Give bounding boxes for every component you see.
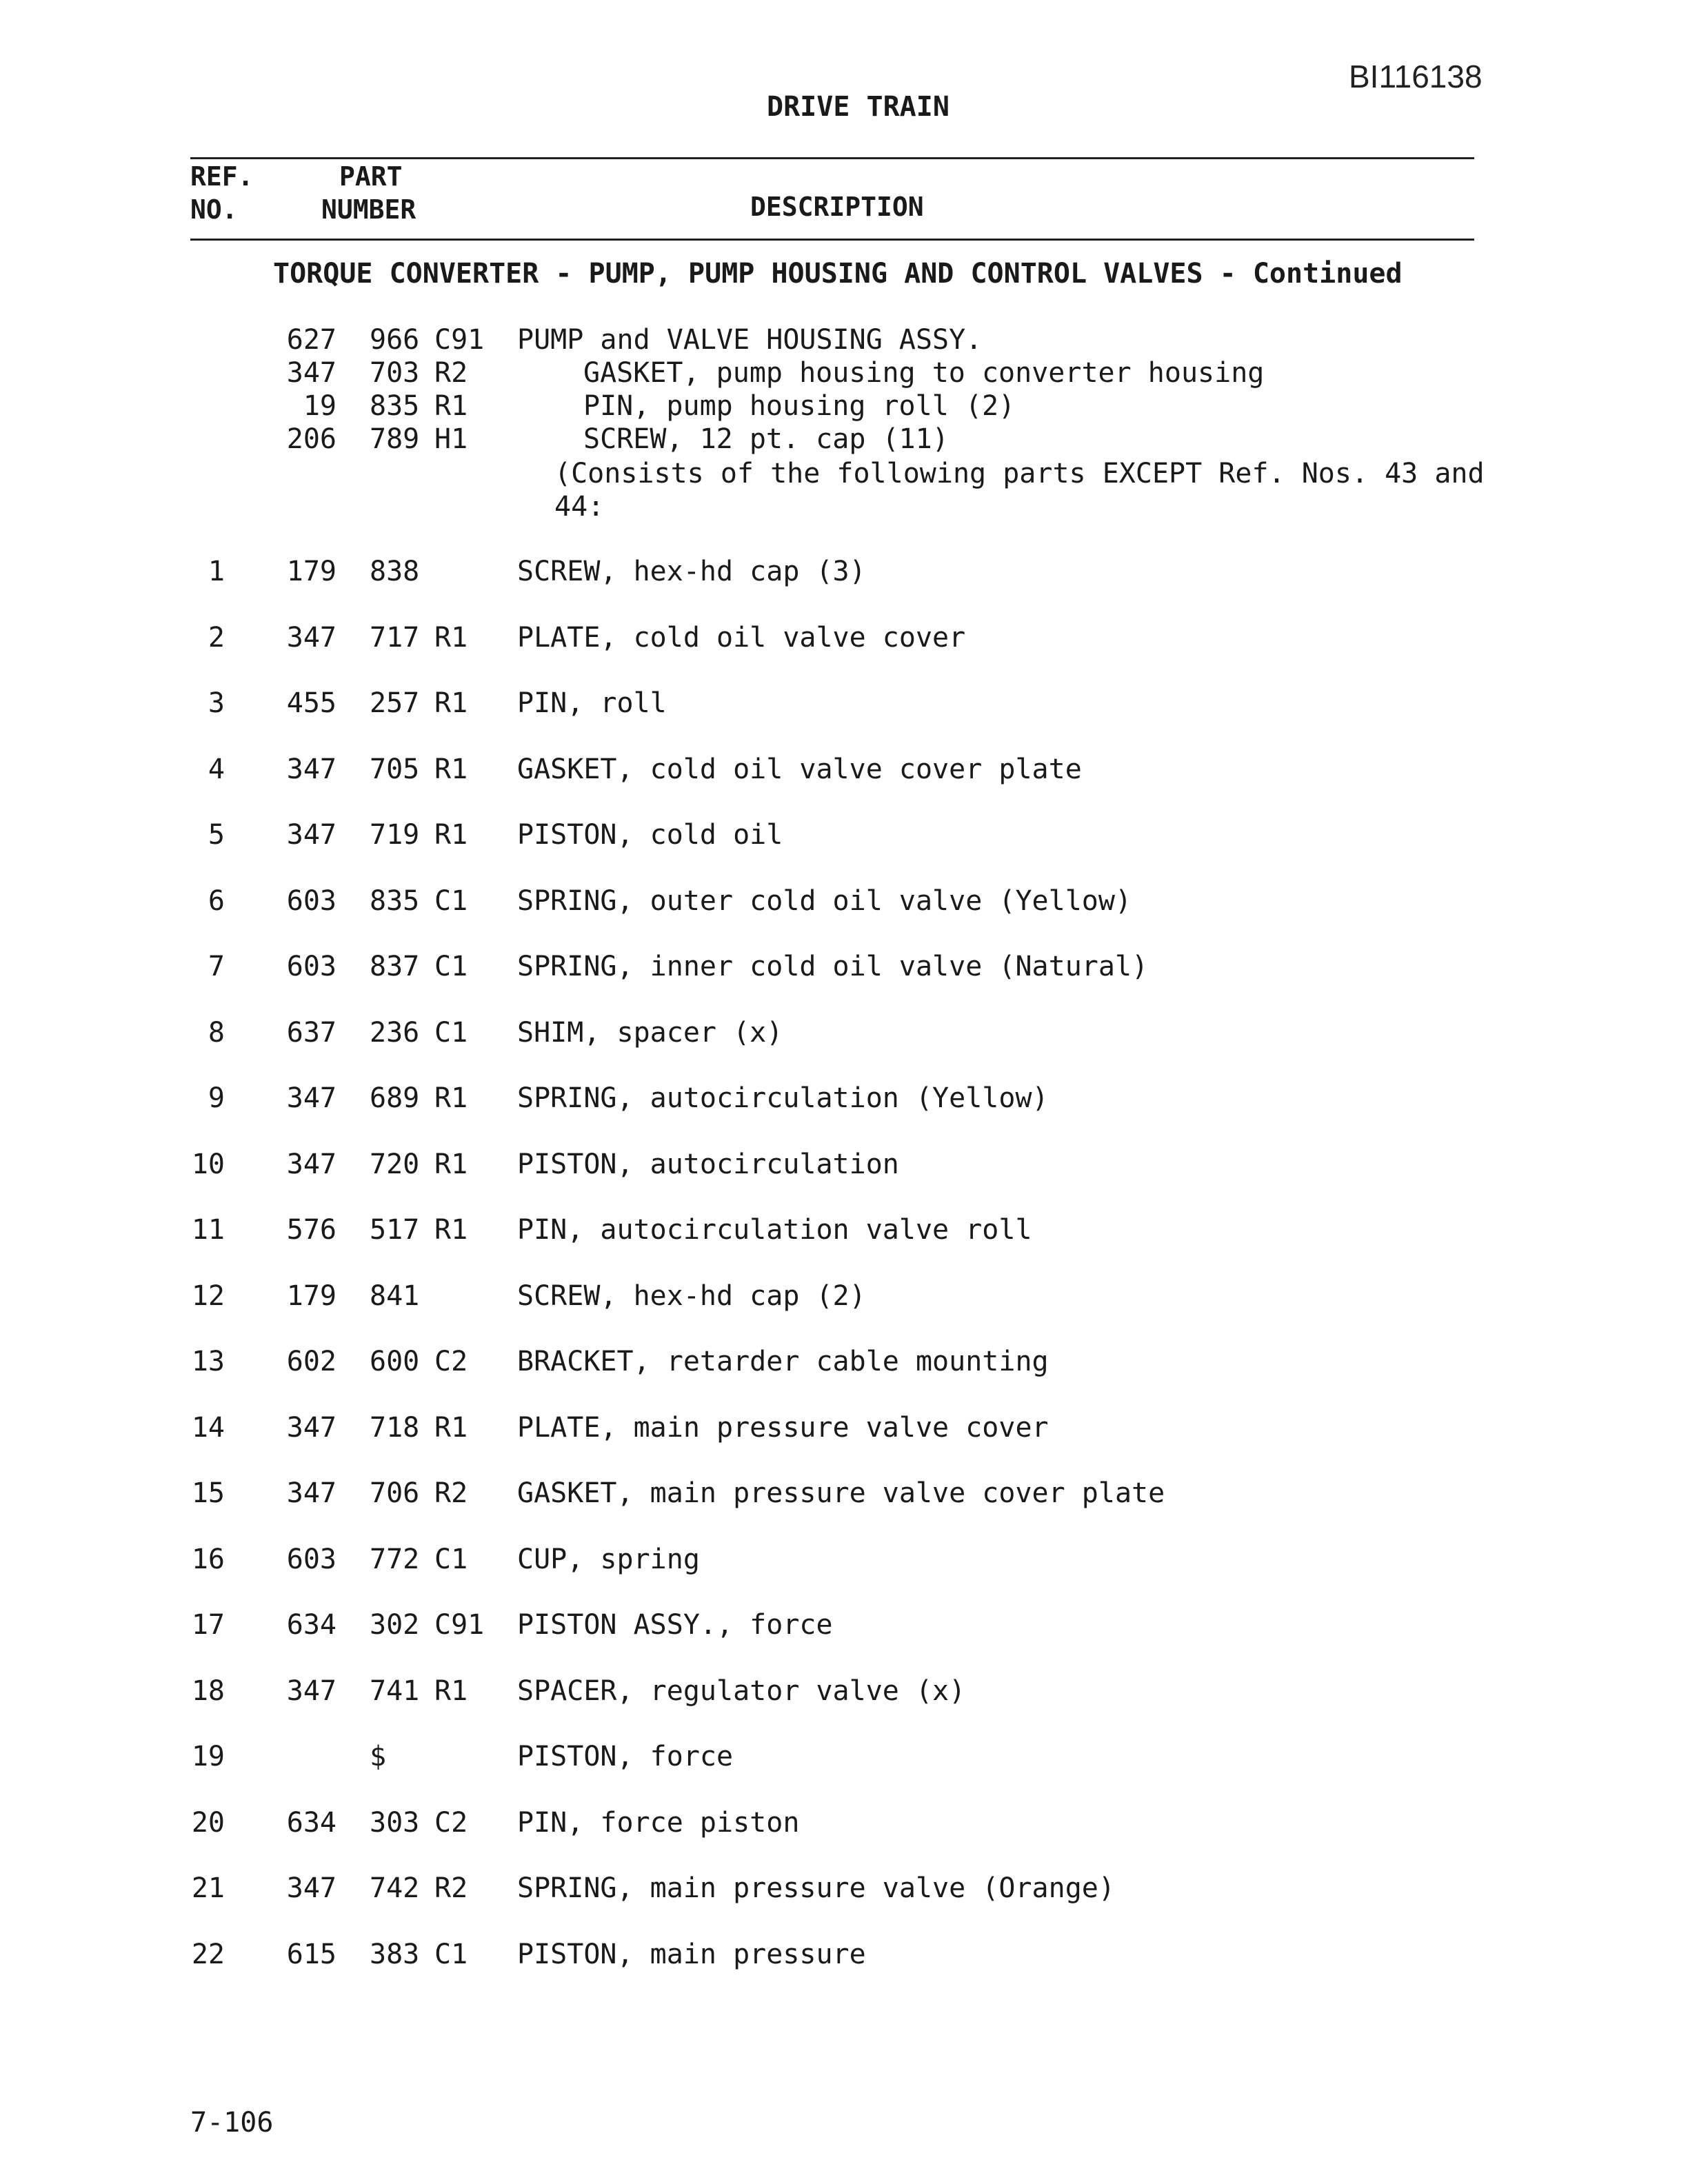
part-number-prefix: 603 <box>286 885 336 917</box>
ref-number: 20 <box>191 1807 225 1839</box>
part-number-prefix: 603 <box>286 951 336 982</box>
part-number-body: 741 <box>370 1675 420 1707</box>
part-number-body: 841 <box>370 1280 420 1312</box>
part-number-suffix: R1 <box>434 1675 468 1707</box>
part-description: GASKET, cold oil valve cover plate <box>517 754 1082 785</box>
part-number-prefix: 634 <box>286 1609 336 1641</box>
part-number-suffix: R1 <box>434 1082 468 1114</box>
consists-note-line2: 44: <box>554 491 605 523</box>
part-number-prefix: 347 <box>286 622 336 654</box>
part-number-suffix: C1 <box>434 1544 468 1575</box>
part-number-suffix: C1 <box>434 1939 468 1970</box>
assembly-desc: GASKET, pump housing to converter housing <box>583 357 1265 389</box>
assembly-pn1: 347 <box>286 357 336 389</box>
part-number-suffix: R1 <box>434 687 468 719</box>
part-number-body: 706 <box>370 1477 420 1509</box>
ref-number: 12 <box>191 1280 225 1312</box>
part-number-prefix: 637 <box>286 1017 336 1049</box>
part-description: PISTON, autocirculation <box>517 1149 899 1180</box>
part-number-prefix: 576 <box>286 1214 336 1246</box>
ref-number: 16 <box>191 1544 225 1575</box>
part-description: PIN, force piston <box>517 1807 800 1839</box>
ref-number: 18 <box>191 1675 225 1707</box>
header-ref-line1: REF. <box>190 161 254 192</box>
part-description: SCREW, hex-hd cap (3) <box>517 556 866 587</box>
part-number-prefix: 347 <box>286 1675 336 1707</box>
part-number-body: 742 <box>370 1872 420 1904</box>
part-number-suffix: R1 <box>434 819 468 851</box>
header-ref-line2: NO. <box>190 194 238 225</box>
page-title: DRIVE TRAIN <box>767 91 950 123</box>
part-description: SPRING, main pressure valve (Orange) <box>517 1872 1115 1904</box>
part-number-prefix: 347 <box>286 1412 336 1444</box>
assembly-pn3: H1 <box>434 423 468 455</box>
ref-number: 5 <box>208 819 225 851</box>
part-number-body: 600 <box>370 1346 420 1377</box>
part-number-prefix: 455 <box>286 687 336 719</box>
part-description: PLATE, cold oil valve cover <box>517 622 966 654</box>
header-description: DESCRIPTION <box>750 192 924 222</box>
part-number-prefix: 603 <box>286 1544 336 1575</box>
part-number-body: 517 <box>370 1214 420 1246</box>
part-number-suffix: C1 <box>434 885 468 917</box>
part-description: PISTON, main pressure <box>517 1939 866 1970</box>
ref-number: 6 <box>208 885 225 917</box>
part-number-suffix: C2 <box>434 1807 468 1839</box>
part-number-prefix: 347 <box>286 754 336 785</box>
part-number-suffix: R1 <box>434 622 468 654</box>
part-number-body: 719 <box>370 819 420 851</box>
ref-number: 17 <box>191 1609 225 1641</box>
part-number-suffix: C2 <box>434 1346 468 1377</box>
ref-number: 11 <box>191 1214 225 1246</box>
assembly-pn3: R2 <box>434 357 468 389</box>
part-description: SPRING, autocirculation (Yellow) <box>517 1082 1049 1114</box>
document-id: BI116138 <box>1349 59 1483 94</box>
ref-number: 13 <box>191 1346 225 1377</box>
part-number-body: 302 <box>370 1609 420 1641</box>
part-number-body: 303 <box>370 1807 420 1839</box>
part-number-suffix: C1 <box>434 951 468 982</box>
ref-number: 9 <box>208 1082 225 1114</box>
header-top-rule <box>190 157 1474 159</box>
header-bottom-rule <box>190 239 1474 241</box>
part-number-prefix: 347 <box>286 1477 336 1509</box>
part-number-prefix: 179 <box>286 556 336 587</box>
part-number-prefix: 634 <box>286 1807 336 1839</box>
header-part-line2: NUMBER <box>321 194 416 225</box>
ref-number: 15 <box>191 1477 225 1509</box>
ref-number: 1 <box>208 556 225 587</box>
part-number-body: 772 <box>370 1544 420 1575</box>
part-number-suffix: R1 <box>434 1149 468 1180</box>
part-number-suffix: C91 <box>434 1609 485 1641</box>
section-title: TORQUE CONVERTER - PUMP, PUMP HOUSING AND CONTROL VALVES - Continued <box>273 258 1403 290</box>
part-description: PIN, autocirculation valve roll <box>517 1214 1032 1246</box>
part-description: CUP, spring <box>517 1544 700 1575</box>
assembly-pn2: 835 <box>370 390 420 422</box>
ref-number: 4 <box>208 754 225 785</box>
part-number-suffix: R1 <box>434 1214 468 1246</box>
part-number-prefix: 602 <box>286 1346 336 1377</box>
ref-number: 22 <box>191 1939 225 1970</box>
part-number-body: 717 <box>370 622 420 654</box>
part-number-body: 720 <box>370 1149 420 1180</box>
part-description: SHIM, spacer (x) <box>517 1017 783 1049</box>
assembly-pn1: 627 <box>286 324 336 356</box>
assembly-pn3: R1 <box>434 390 468 422</box>
page-number: 7-106 <box>190 2107 274 2138</box>
part-number-body: 718 <box>370 1412 420 1444</box>
part-number-body: 838 <box>370 556 420 587</box>
assembly-pn2: 789 <box>370 423 420 455</box>
part-number-body: 236 <box>370 1017 420 1049</box>
ref-number: 8 <box>208 1017 225 1049</box>
assembly-pn1: 206 <box>286 423 336 455</box>
assembly-desc: PUMP and VALVE HOUSING ASSY. <box>517 324 983 356</box>
part-description: PLATE, main pressure valve cover <box>517 1412 1049 1444</box>
part-number-suffix: R2 <box>434 1872 468 1904</box>
part-number-prefix: 347 <box>286 1082 336 1114</box>
assembly-desc: PIN, pump housing roll (2) <box>583 390 1016 422</box>
part-description: SPRING, outer cold oil valve (Yellow) <box>517 885 1132 917</box>
part-number-prefix: 347 <box>286 1149 336 1180</box>
consists-note-line1: (Consists of the following parts EXCEPT Ref. Nos. 43 and <box>554 458 1485 489</box>
part-number-prefix: 615 <box>286 1939 336 1970</box>
assembly-pn2: 966 <box>370 324 420 356</box>
part-description: SPACER, regulator valve (x) <box>517 1675 966 1707</box>
part-description: PISTON ASSY., force <box>517 1609 833 1641</box>
assembly-desc: SCREW, 12 pt. cap (11) <box>583 423 949 455</box>
part-number-body: 383 <box>370 1939 420 1970</box>
part-number-prefix: 347 <box>286 1872 336 1904</box>
part-description: GASKET, main pressure valve cover plate <box>517 1477 1165 1509</box>
ref-number: 21 <box>191 1872 225 1904</box>
part-number-body: 689 <box>370 1082 420 1114</box>
part-number-prefix: 179 <box>286 1280 336 1312</box>
ref-number: 7 <box>208 951 225 982</box>
assembly-pn3: C91 <box>434 324 485 356</box>
part-description: PIN, roll <box>517 687 667 719</box>
assembly-pn1: 19 <box>303 390 336 422</box>
ref-number: 14 <box>191 1412 225 1444</box>
part-number-body: 837 <box>370 951 420 982</box>
ref-number: 2 <box>208 622 225 654</box>
part-description: PISTON, force <box>517 1741 734 1772</box>
part-number-body: 257 <box>370 687 420 719</box>
header-part-line1: PART <box>339 161 403 192</box>
part-number-suffix: R1 <box>434 1412 468 1444</box>
part-number-suffix: R2 <box>434 1477 468 1509</box>
part-number-suffix: C1 <box>434 1017 468 1049</box>
part-number-body: 705 <box>370 754 420 785</box>
ref-number: 19 <box>191 1741 225 1772</box>
part-description: SPRING, inner cold oil valve (Natural) <box>517 951 1149 982</box>
ref-number: 10 <box>191 1149 225 1180</box>
part-number-suffix: R1 <box>434 754 468 785</box>
assembly-pn2: 703 <box>370 357 420 389</box>
part-description: PISTON, cold oil <box>517 819 783 851</box>
part-description: SCREW, hex-hd cap (2) <box>517 1280 866 1312</box>
part-number-body: 835 <box>370 885 420 917</box>
part-description: BRACKET, retarder cable mounting <box>517 1346 1049 1377</box>
part-number-body: $ <box>370 1741 387 1772</box>
ref-number: 3 <box>208 687 225 719</box>
part-number-prefix: 347 <box>286 819 336 851</box>
